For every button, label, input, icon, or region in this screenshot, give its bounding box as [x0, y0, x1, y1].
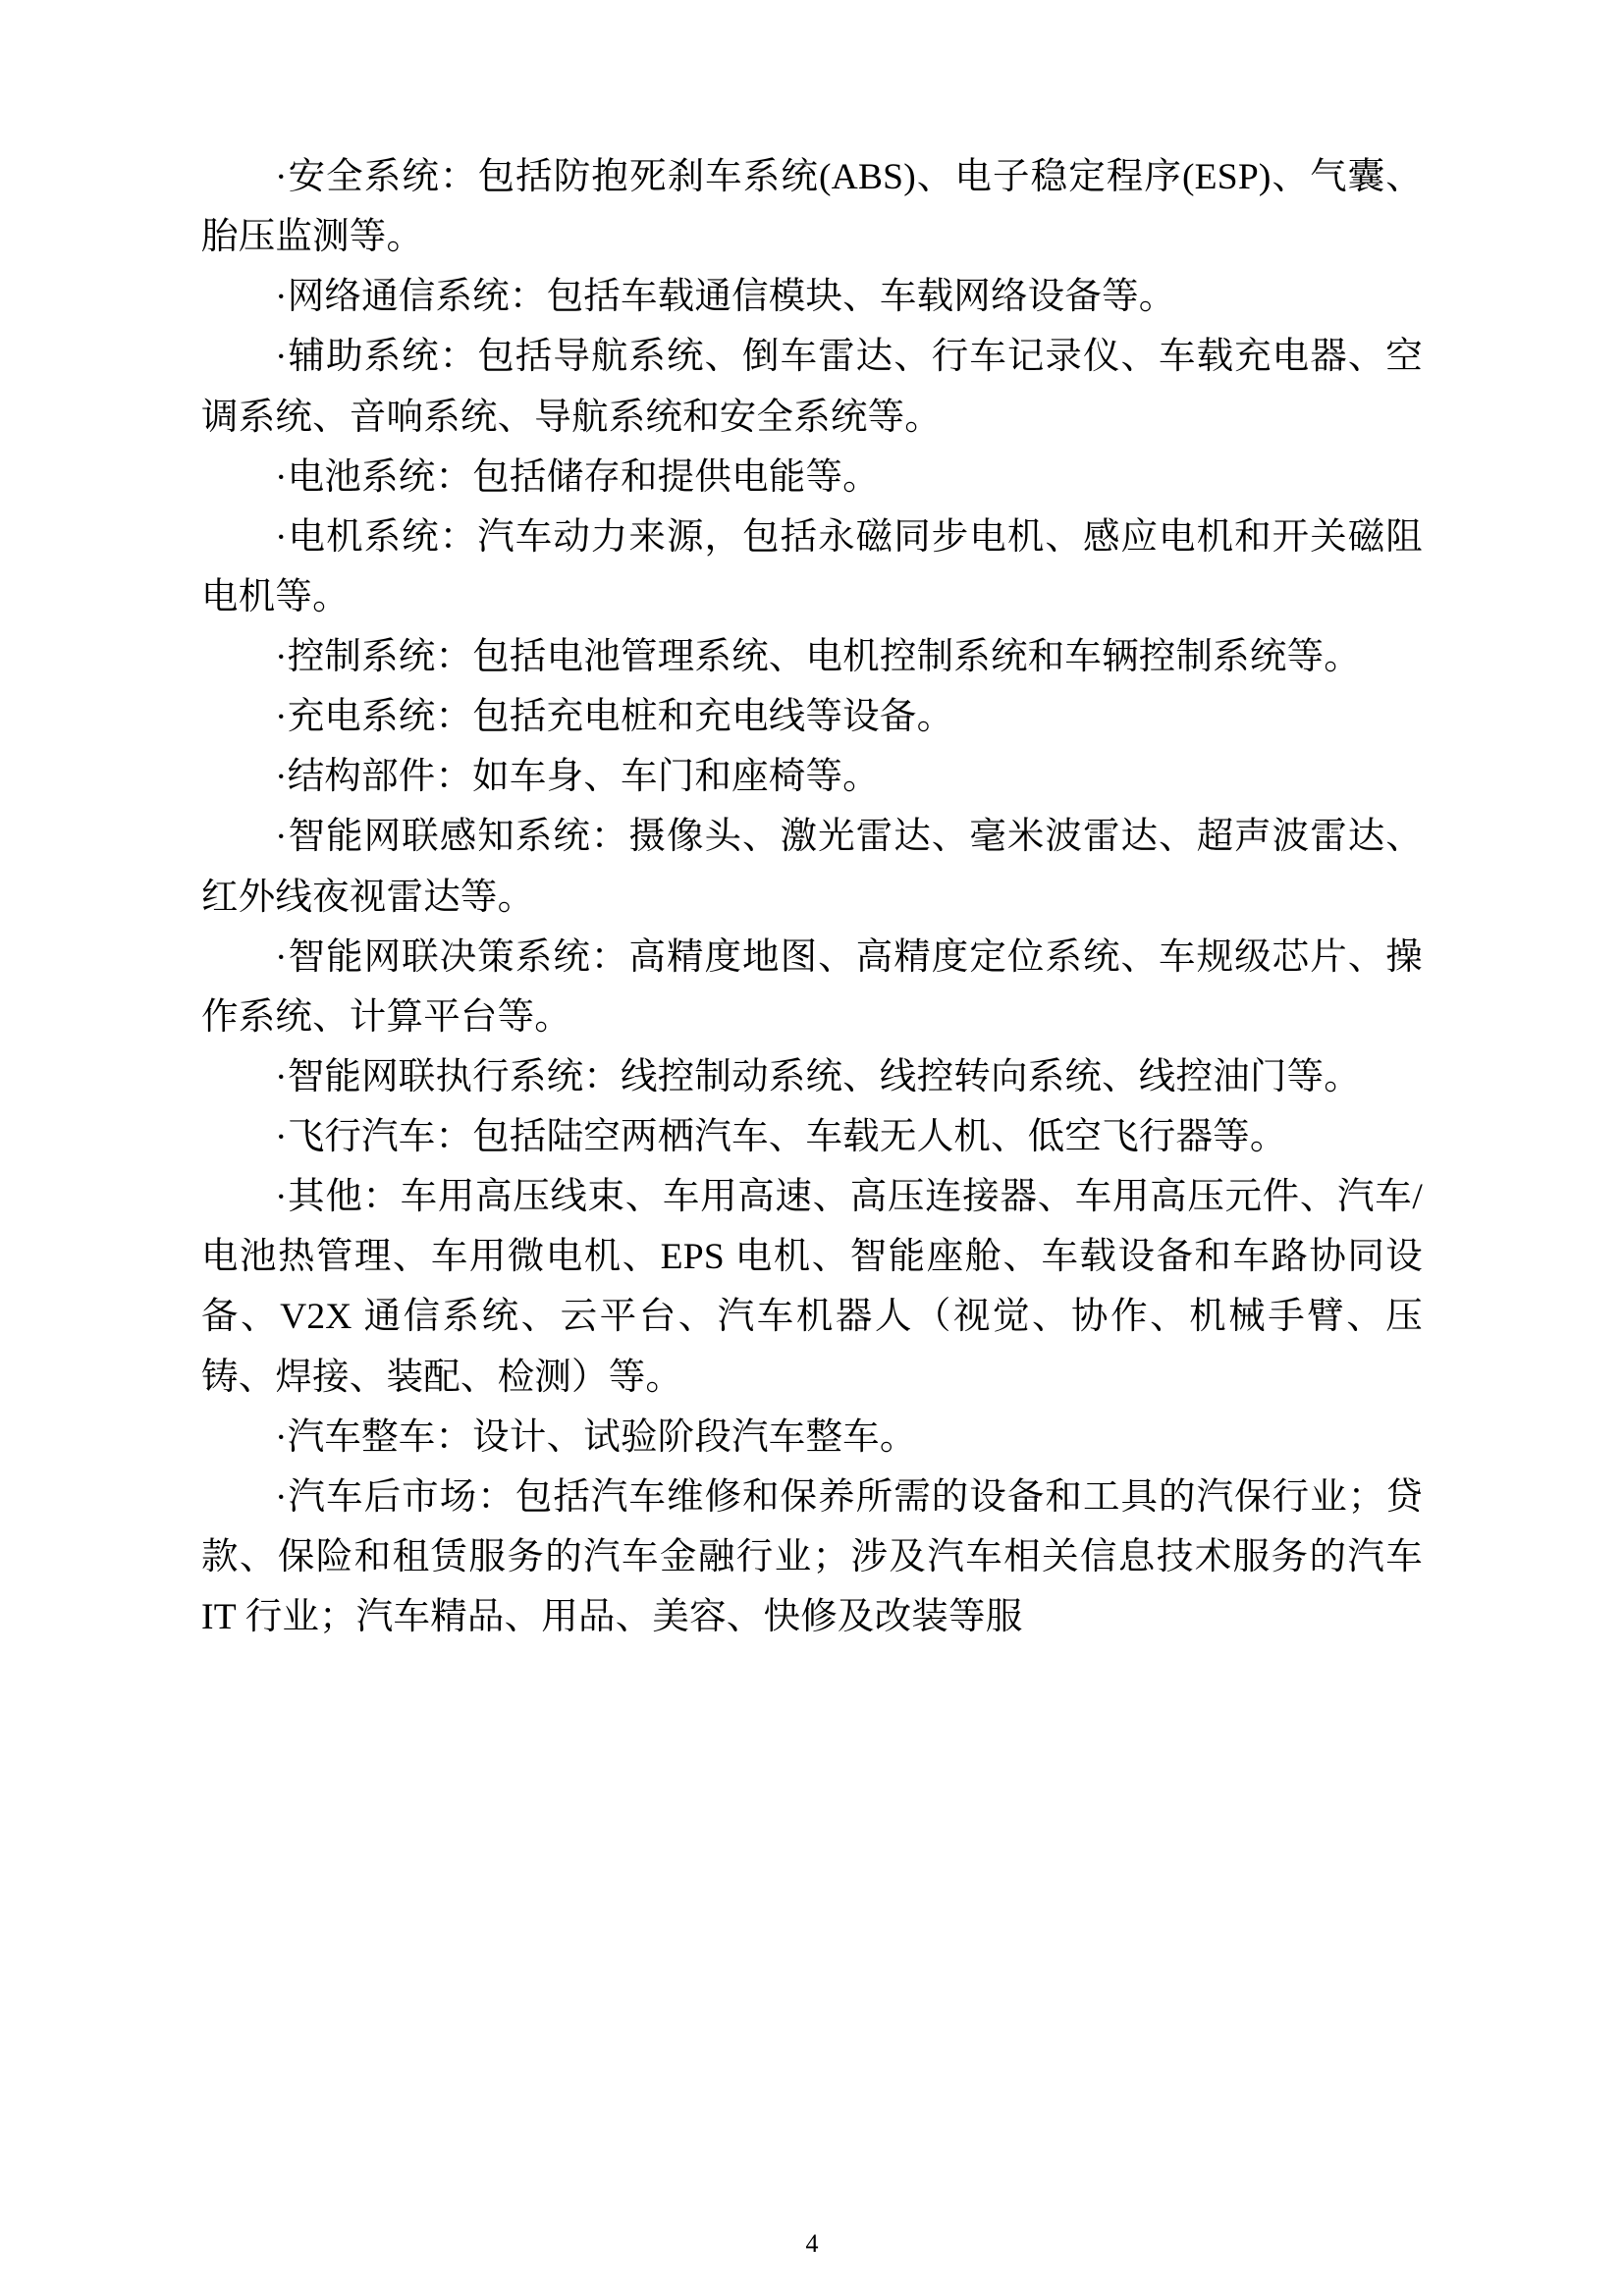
list-item: ·其他：车用高压线束、车用高速、高压连接器、车用高压元件、汽车/电池热管理、车用微电机、EPS 电机、智能座舱、车载设备和车路协同设备、V2X 通信系统、云平台、汽车机器人（视觉、协作、机械手臂、压铸、焊接、装配、检测）等。 — [201, 1177, 1423, 1398]
list-item: ·汽车整车：设计、试验阶段汽车整车。 — [275, 1416, 917, 1458]
list-item: ·智能网联感知系统：摄像头、激光雷达、毫米波雷达、超声波雷达、红外线夜视雷达等。 — [201, 817, 1423, 918]
list-item: ·电池系统：包括储存和提供电能等。 — [275, 456, 880, 498]
page-number: 4 — [805, 2229, 819, 2258]
document-body — [201, 147, 1423, 1647]
list-item: ·辅助系统：包括导航系统、倒车雷达、行车记录仪、车载充电器、空调系统、音响系统、导航系统和安全系统等。 — [201, 337, 1423, 438]
list-item: ·电机系统：汽车动力来源，包括永磁同步电机、感应电机和开关磁阻电机等。 — [201, 516, 1423, 617]
list-item: ·控制系统：包括电池管理系统、电机控制系统和车辆控制系统等。 — [275, 637, 1361, 677]
list-item: ·网络通信系统：包括车载通信模块、车载网络设备等。 — [275, 277, 1176, 318]
list-item: ·智能网联执行系统：线控制动系统、线控转向系统、线控油门等。 — [275, 1056, 1361, 1097]
list-item: ·充电系统：包括充电桩和充电线等设备。 — [275, 697, 954, 738]
list-item: ·智能网联决策系统：高精度地图、高精度定位系统、车规级芯片、操作系统、计算平台等。 — [201, 936, 1423, 1038]
list-item: ·汽车后市场：包括汽车维修和保养所需的设备和工具的汽保行业；贷款、保险和租赁服务的汽车金融行业；涉及汽车相关信息技术服务的汽车 IT 行业；汽车精品、用品、美容、快修及改装等服 — [201, 1476, 1423, 1637]
list-item: ·结构部件：如车身、车门和座椅等。 — [275, 757, 880, 798]
list-item: ·飞行汽车：包括陆空两栖汽车、车载无人机、低空飞行器等。 — [275, 1117, 1287, 1157]
list-item: ·安全系统：包括防抱死刹车系统(ABS)、电子稳定程序(ESP)、气囊、胎压监测等。 — [201, 157, 1423, 258]
